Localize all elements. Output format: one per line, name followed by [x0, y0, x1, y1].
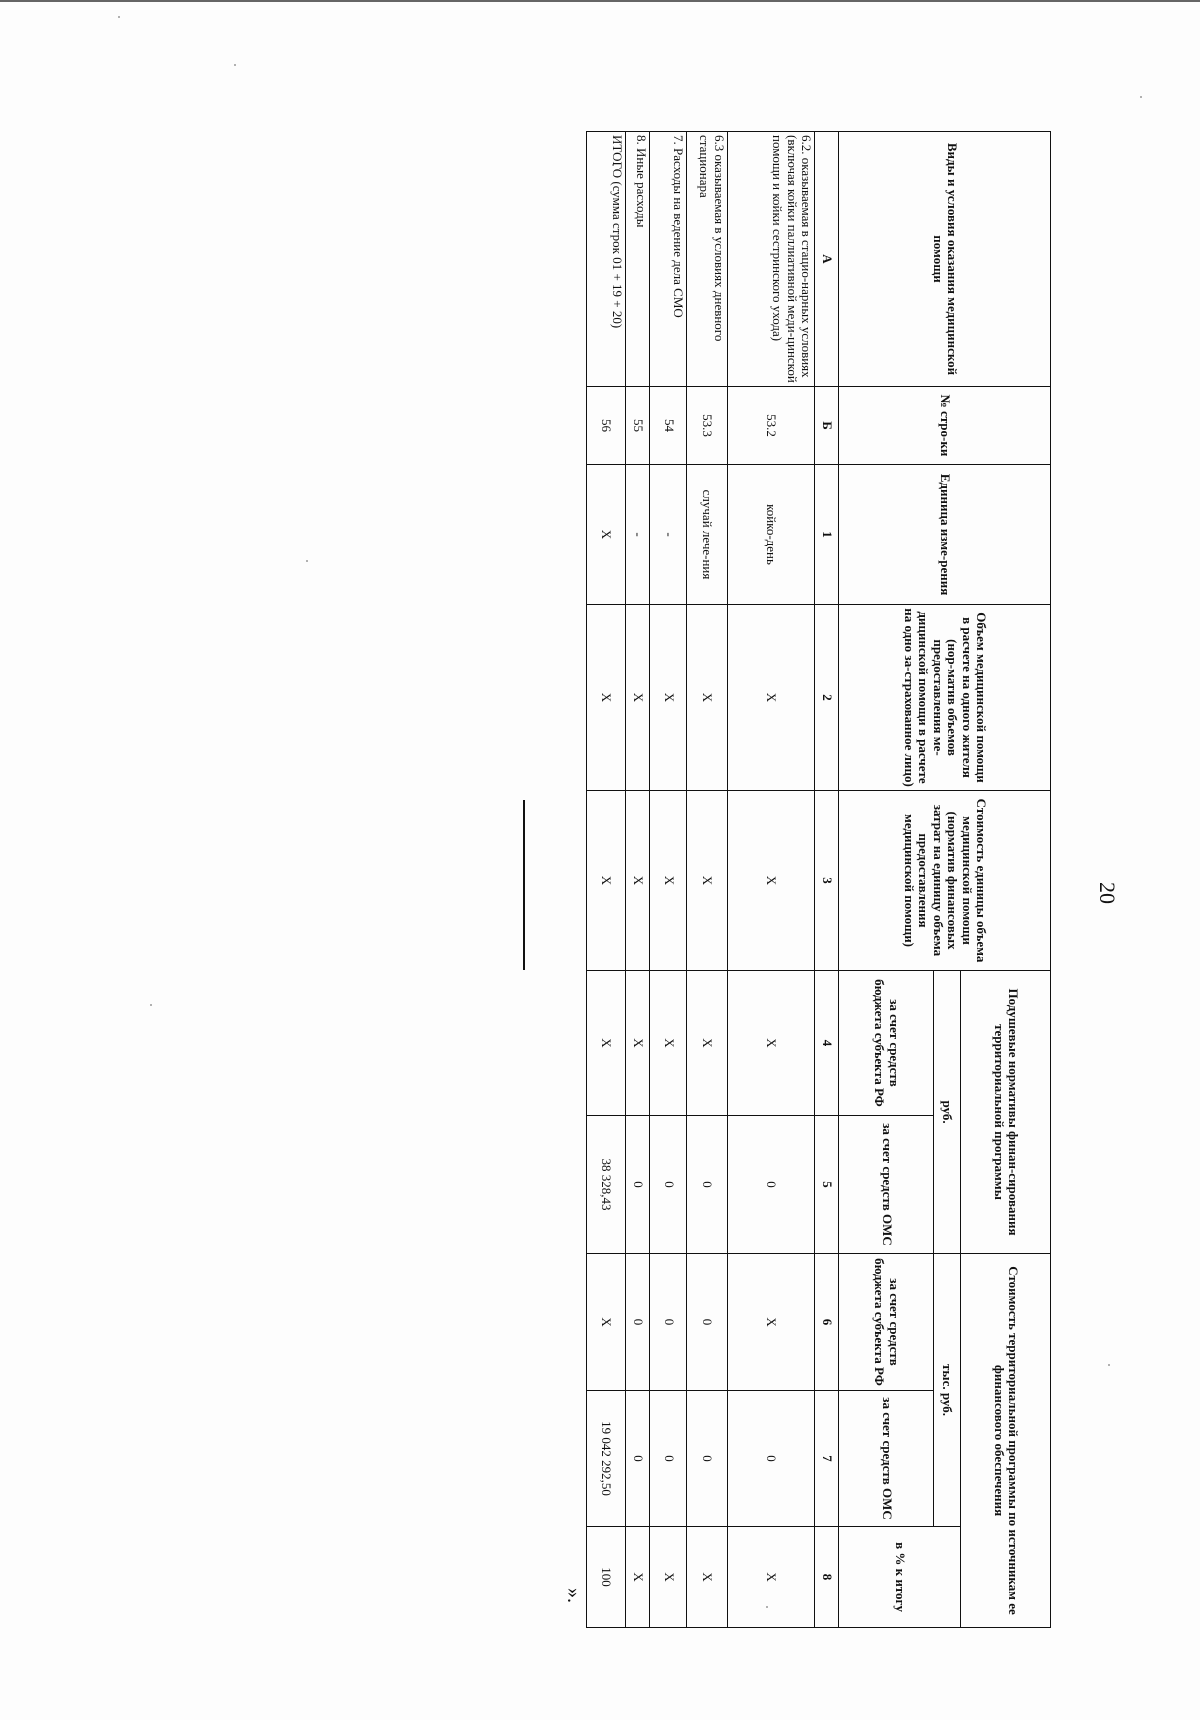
row-norm-oms: 0 [650, 1116, 687, 1254]
row-unit: - [650, 465, 687, 605]
row-norm-budget: X [587, 971, 626, 1116]
row-percent: 100 [587, 1527, 626, 1628]
column-index: 3 [815, 791, 839, 971]
row-volume: X [727, 605, 814, 791]
row-norm-oms: 0 [727, 1116, 814, 1254]
header-per-capita-norms: Подушевые нормативы финан-сирования территориальной программы [961, 971, 1051, 1254]
header-unit-rub: руб. [934, 971, 961, 1254]
column-index: Б [815, 387, 839, 465]
row-percent: X [687, 1527, 728, 1628]
table-row [650, 132, 687, 1628]
closing-quote-mark: ». [563, 1588, 585, 1603]
header-volume: Объем медицинской помощи в расчете на одного жителя (нор-матив объемов предоставления ме-дицинской помощи в расчете на одно за-страхованное лицо) [839, 605, 1051, 791]
table-row [626, 132, 650, 1628]
header-unit-cost: Стоимость единицы объема медицинской помощи (норматив финансовых затрат на единицу объема предоставления медицинской помощи) [839, 791, 1051, 971]
table-row [687, 132, 728, 1628]
column-index: 6 [815, 1254, 839, 1391]
table-rotated-wrapper [586, 131, 1051, 1627]
row-unit: - [626, 465, 650, 605]
table-row-total [587, 132, 626, 1628]
row-unit: случай лече-ния [687, 465, 728, 605]
top-border-line [0, 0, 1200, 2]
column-index: А [815, 132, 839, 387]
row-norm-oms: 0 [687, 1116, 728, 1254]
scan-speck [1140, 96, 1142, 98]
row-volume: X [687, 605, 728, 791]
row-name: 7. Расходы на ведение дела СМО [650, 132, 687, 387]
header-norm-budget: за счет средств бюджета субъекта РФ [839, 971, 934, 1116]
row-unit-cost: X [587, 791, 626, 971]
row-line-number: 53.3 [687, 387, 728, 465]
row-unit: койко-день [727, 465, 814, 605]
row-norm-budget: X [727, 971, 814, 1116]
row-volume: X [587, 605, 626, 791]
row-name: ИТОГО (сумма строк 01 + 19 + 20) [587, 132, 626, 387]
row-cost-budget: X [727, 1254, 814, 1391]
row-unit-cost: X [727, 791, 814, 971]
header-cost-oms: за счет средств ОМС [839, 1391, 934, 1527]
column-index: 1 [815, 465, 839, 605]
row-unit: X [587, 465, 626, 605]
row-cost-oms: 19 042 292,50 [587, 1391, 626, 1527]
row-line-number: 55 [626, 387, 650, 465]
scan-speck [118, 16, 120, 18]
row-line-number: 53.2 [727, 387, 814, 465]
row-name: 8. Иные расходы [626, 132, 650, 387]
column-index: 2 [815, 605, 839, 791]
row-norm-oms: 38 328,43 [587, 1116, 626, 1254]
row-norm-oms: 0 [626, 1116, 650, 1254]
table-row [727, 132, 814, 1628]
row-line-number: 54 [650, 387, 687, 465]
row-name: 6.2. оказываемая в стацио-нарных условиях (включая койки паллиативной меди-цинской помощи и койки сестринского ухода) [727, 132, 814, 387]
row-name: 6.3 оказываемая в условиях дневного стационара [687, 132, 728, 387]
row-volume: X [626, 605, 650, 791]
header-unit: Единица изме-рения [839, 465, 1051, 605]
row-norm-budget: X [626, 971, 650, 1116]
row-cost-budget: 0 [687, 1254, 728, 1391]
header-unit-thousand-rub: тыс. руб. [934, 1254, 961, 1527]
column-index: 8 [815, 1527, 839, 1628]
header-norm-oms: за счет средств ОМС [839, 1116, 934, 1254]
header-cost-budget: за счет средств бюджета субъекта РФ [839, 1254, 934, 1391]
header-program-cost: Стоимость территориальной программы по источникам ее финансового обеспечения [961, 1254, 1051, 1628]
row-unit-cost: X [650, 791, 687, 971]
row-line-number: 56 [587, 387, 626, 465]
header-line-number: № стро-ки [839, 387, 1051, 465]
row-norm-budget: X [687, 971, 728, 1116]
page-number: 20 [1095, 882, 1120, 904]
scan-speck [1108, 1364, 1110, 1366]
column-index: 4 [815, 971, 839, 1116]
header-care-type: Виды и условия оказания медицинской помощи [839, 132, 1051, 387]
header-percent: в % к итогу [839, 1527, 961, 1628]
row-norm-budget: X [650, 971, 687, 1116]
row-unit-cost: X [687, 791, 728, 971]
scan-speck [306, 560, 308, 562]
scan-speck [234, 64, 236, 66]
row-unit-cost: X [626, 791, 650, 971]
separator-line [523, 800, 525, 970]
scan-speck [150, 1004, 152, 1006]
medical-care-cost-table [586, 131, 1051, 1628]
row-cost-budget: X [587, 1254, 626, 1391]
row-cost-budget: 0 [626, 1254, 650, 1391]
column-index: 7 [815, 1391, 839, 1527]
row-percent: X [650, 1527, 687, 1628]
row-cost-budget: 0 [650, 1254, 687, 1391]
row-cost-oms: 0 [727, 1391, 814, 1527]
row-volume: X [650, 605, 687, 791]
row-cost-oms: 0 [626, 1391, 650, 1527]
row-percent: X [626, 1527, 650, 1628]
column-index: 5 [815, 1116, 839, 1254]
row-cost-oms: 0 [687, 1391, 728, 1527]
row-percent: X [727, 1527, 814, 1628]
row-cost-oms: 0 [650, 1391, 687, 1527]
